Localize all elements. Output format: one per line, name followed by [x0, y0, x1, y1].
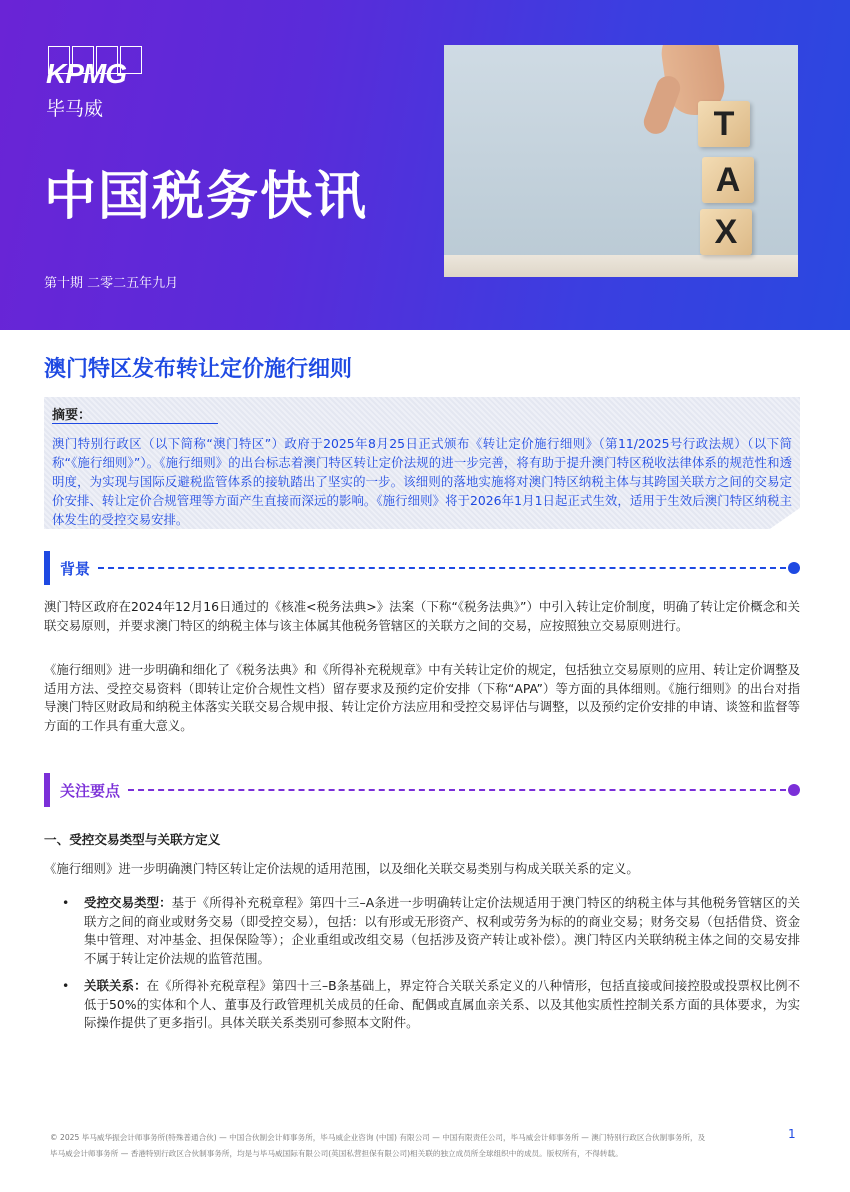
- abstract-text: 澳门特别行政区（以下简称“澳门特区”）政府于2025年8月25日正式颁布《转让定价施行细则》（第11/2025号行政法规）（以下简称“《施行细则》”）。《施行细则》的出台标志着澳门特区转让定价法规的进一步完善，将有助于提升澳门特区税收法律体系的规范性和透明度，为实现与国际反避税监管体系的接轨踏出了坚实的一步。该细则的落地实施将对澳门特区纳税主体与其跨国关联方之间的交易定价安排、转让定价合规管理等方面产生直接而深远的影响。《施行细则》将于2026年1月1日起正式生效，适用于生效后澳门特区纳税主体发生的受控交易安排。: [52, 436, 792, 527]
- list-item: [62, 977, 800, 1033]
- section-header-focus: [44, 773, 800, 807]
- kpmg-logo: KPMG: [46, 58, 126, 89]
- list-item: [62, 894, 800, 968]
- photo-letter: T: [698, 101, 750, 147]
- background-paragraph-2: 《施行细则》进一步明确和细化了《税务法典》和《所得补充税规章》中有关转让定价的规定，包括独立交易原则的应用、转让定价调整及适用方法、受控交易资料（即转让定价合规性文档）留存要求及预约定价安排（下称“APA”）等方面的具体细则。《施行细则》的出台对指导澳门特区财政局和纳税主体落实关联交易合规申报、转让定价方法应用和受控交易评估与调整，以及预约定价安排的申请、谈签和监督等方面的工作具有重大意义。: [44, 662, 800, 733]
- section-label: 背景: [60, 559, 91, 578]
- bullet-icon: •: [62, 895, 70, 910]
- photo-letter: X: [700, 209, 752, 255]
- page-number: 1: [788, 1127, 796, 1141]
- abstract-label: 摘要：: [52, 408, 92, 423]
- section-header-background: [44, 551, 800, 585]
- focus-intro: 《施行细则》进一步明确澳门特区转让定价法规的适用范围，以及细化关联交易类别与构成关联关系的定义。: [44, 861, 639, 876]
- footer-line: © 2025 毕马威华振会计师事务所(特殊普通合伙) — 中国合伙制会计师事务所，毕马威企业咨询 (中国) 有限公司 — 中国有限责任公司，毕马威会计师事务所 — 澳门特别行政区合伙制事务所，及: [50, 1133, 706, 1142]
- background-paragraph-1: 澳门特区政府在2024年12月16日通过的《核准<税务法典>》法案（下称“《税务法典》”）中引入转让定价制度，明确了转让定价概念和关联交易原则，并要求澳门特区的纳税主体与该主体属其他税务管辖区的关联方之间的交易，应按照独立交易原则进行。: [44, 599, 800, 633]
- bullet-text: 在《所得补充税章程》第四十三–B条基础上，界定符合关联关系定义的八种情形，包括直接或间接控股或投票权比例不低于50%的实体和个人、董事及行政管理机关成员的任命、配偶或直属血亲关系、以及其他实质性控制关系方面的具体要求，为实际操作提供了更多指引。具体关联关系类别可参照本文附件。: [84, 978, 801, 1030]
- header-banner: [0, 0, 850, 330]
- bullet-term: 关联关系：: [84, 978, 147, 993]
- dot-icon: [788, 784, 800, 796]
- bullet-icon: •: [62, 978, 70, 993]
- bullet-term: 受控交易类型：: [84, 895, 172, 910]
- issue-date: 第十期 二零二五年九月: [44, 276, 179, 291]
- photo-letter: A: [702, 157, 754, 203]
- subheading: 一、受控交易类型与关联方定义: [44, 832, 221, 847]
- footer-line: 毕马威会计师事务所 — 香港特别行政区合伙制事务所，均是与毕马威国际有限公司(英国私营担保有限公司)相关联的独立成员所全球组织中的成员。版权所有，不得转载。: [50, 1149, 623, 1158]
- tax-blocks-photo: [444, 45, 798, 277]
- article-title: 澳门特区发布转让定价施行细则: [44, 357, 353, 382]
- dot-icon: [788, 562, 800, 574]
- abstract-underline: [52, 423, 218, 424]
- section-label: 关注要点: [60, 781, 121, 800]
- publication-title: 中国税务快讯: [44, 167, 369, 227]
- footer-copyright: [50, 1130, 770, 1162]
- kpmg-logo-cn: 毕马威: [46, 98, 104, 120]
- bullet-text: 基于《所得补充税章程》第四十三–A条进一步明确转让定价法规适用于澳门特区的纳税主体与其他税务管辖区的关联方之间的商业或财务交易（即受控交易），包括：以有形或无形资产、权利或劳务为标的的商业交易；财务交易（包括借贷、资金集中管理、对冲基金、担保保险等）；企业重组或改组交易（包括涉及资产转让或补偿）。澳门特区内关联纳税主体之间的交易安排不属于转让定价法规的监管范围。: [84, 895, 801, 966]
